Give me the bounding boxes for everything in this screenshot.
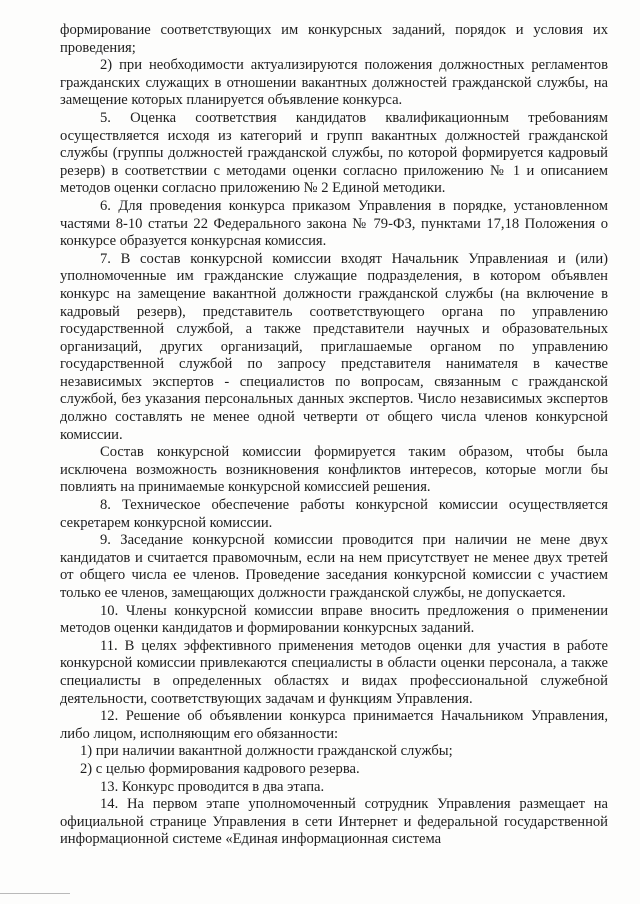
paragraph-14: 14. На первом этапе уполномоченный сотрудник Управления размещает на официальной странице Управления в сети Интернет и федеральной государственной информационной системе «Единая информационная система	[60, 796, 608, 848]
paragraph-continuation: формирование соответствующих им конкурсных заданий, порядок и условия их проведения;	[60, 22, 608, 56]
paragraph-item-2: 2) при необходимости актуализируются положения должностных регламентов гражданских служащих в отношении вакантных должностей гражданской службы, на замещение которых планируется объявление конкурса.	[60, 57, 608, 109]
paragraph-12: 12. Решение об объявлении конкурса принимается Начальником Управления, либо лицом, исполняющим его обязанности:	[60, 708, 608, 742]
paragraph-12-item-1: 1) при наличии вакантной должности гражданской службы;	[80, 743, 453, 760]
paragraph-6: 6. Для проведения конкурса приказом Управления в порядке, установленном частями 8-10 статьи 22 Федерального закона № 79-ФЗ, пунктами 17,18 Положения о конкурсе образуется конкурсная комиссия.	[60, 197, 608, 250]
paragraph-10: 10. Члены конкурсной комиссии вправе вносить предложения о применении методов оценки кандидатов и формировании конкурсных заданий.	[60, 602, 608, 637]
paragraph-11: 11. В целях эффективного применения методов оценки для участия в работе конкурсной комиссии привлекаются специалисты в области оценки персонала, а также специалисты в определенных областях и видах профессиональной служебной деятельности, соответствующих задачам и функциям Управления.	[60, 637, 608, 707]
paragraph-7: 7. В состав конкурсной комиссии входят Начальник Управлениая и (или) уполномоченные им гражданские служащие подразделения, в котором объявлен конкурс на замещение вакантной должности гражданской службы (на включение в кадровый резерв), представитель соответствующего органа по управлению государственной службой, а также представители научных и образовательных организаций, других организаций, приглашаемые органом по управлению государственной службой по запросу представителя нанимателя в качестве независимых экспертов - специалистов по вопросам, связанным с гражданской службой, без указания персональных данных экспертов. Число независимых экспертов должно составлять не менее одной четверти от общего числа членов конкурсной комиссии.	[60, 250, 608, 443]
paragraph-12-item-2: 2) с целью формирования кадрового резерва.	[80, 760, 360, 777]
paragraph-8: 8. Техническое обеспечение работы конкурсной комиссии осуществляется секретарем конкурсной комиссии.	[60, 497, 608, 531]
paragraph-7-composition: Состав конкурсной комиссии формируется таким образом, чтобы была исключена возможность возникновения конфликтов интересов, которые могли бы повлиять на принимаемые конкурсной комиссией решения.	[60, 444, 608, 496]
paragraph-5: 5. Оценка соответствия кандидатов квалификационным требованиям осуществляется исходя из категорий и групп вакантных должностей гражданской службы (группы должностей гражданской службы, по которой формируется кадровый резерв) в соответствии с методами оценки согласно приложению № 1 и описанием методов оценки согласно приложению № 2 Единой методики.	[60, 109, 608, 197]
scan-edge-line	[0, 893, 70, 894]
paragraph-13: 13. Конкурс проводится в два этапа.	[100, 778, 325, 795]
paragraph-9: 9. Заседание конкурсной комиссии проводится при наличии не мене двух кандидатов и считается правомочным, если на нем присутствует не менее двух третей от общего числа ее членов. Проведение заседания конкурсной комиссии с участием только ее членов, замещающих должности гражданской службы, не допускается.	[60, 532, 608, 601]
document-body	[60, 22, 608, 849]
